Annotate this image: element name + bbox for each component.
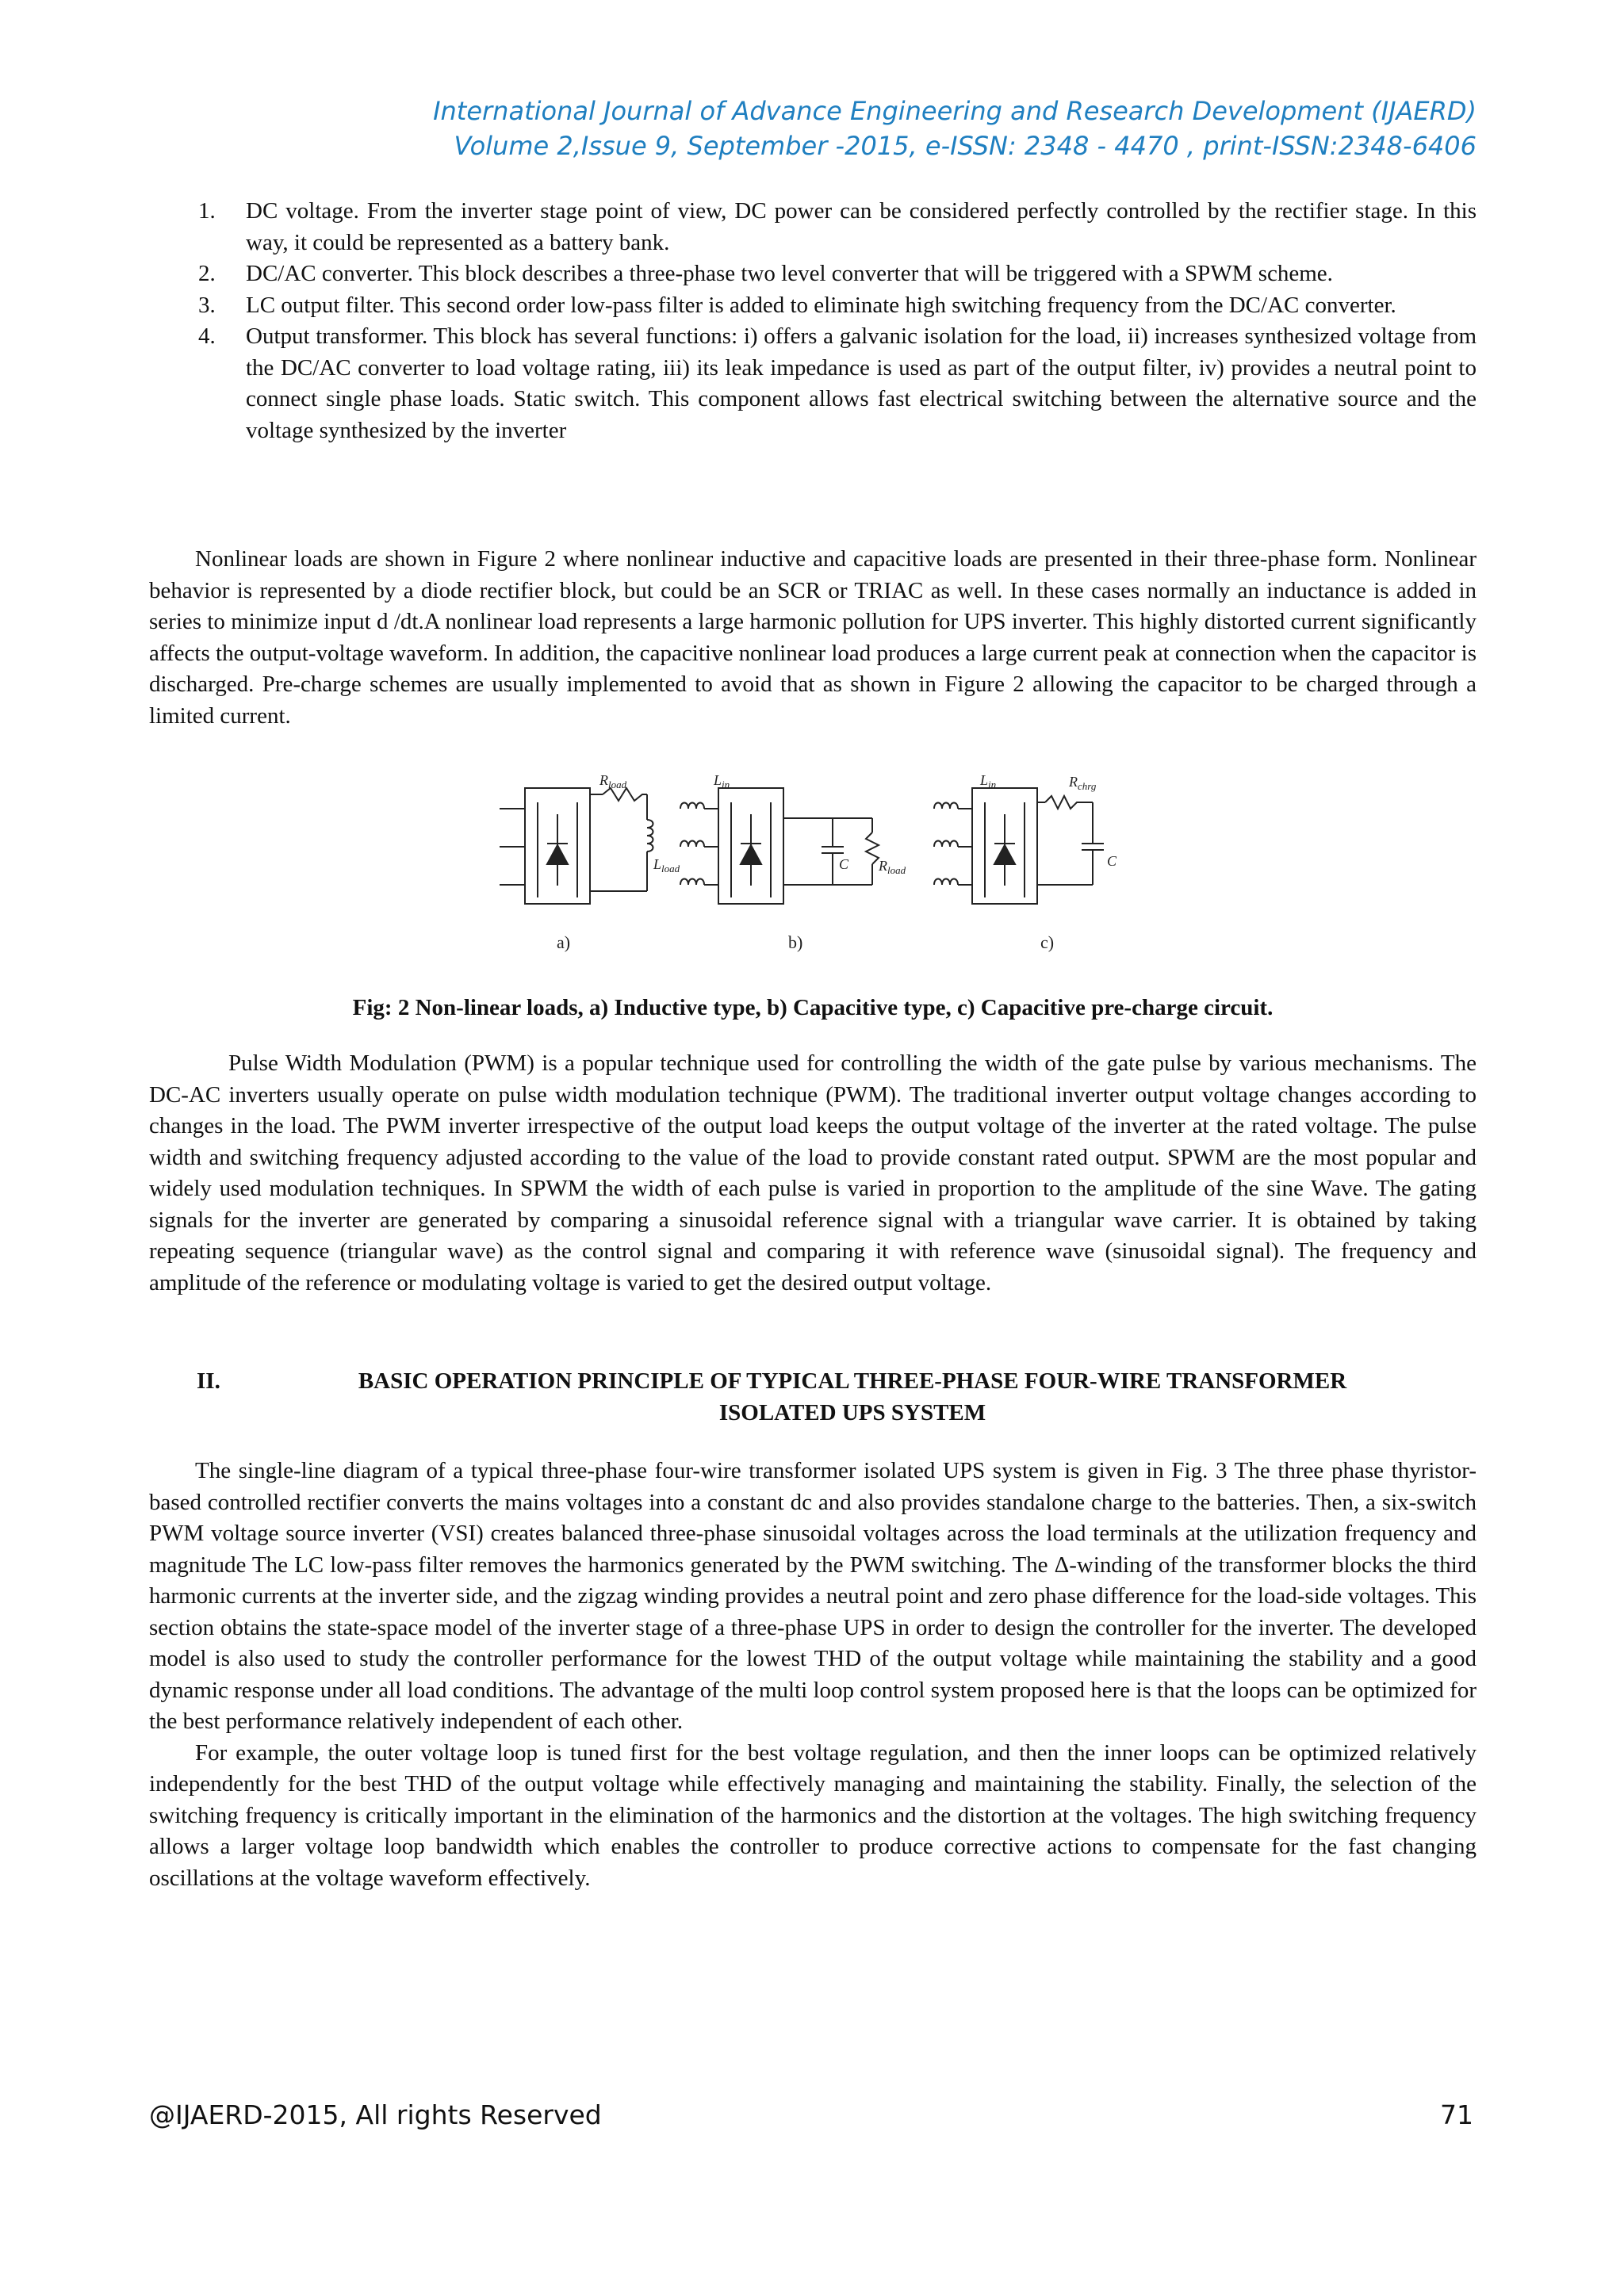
list-item-text: DC voltage. From the inverter stage point of view, DC power can be considered perfectly controlled by the rectifier stage. In this way, it could be represented as a battery bank. [246,198,1477,255]
label-lload-a: $L_{load}$ [653,856,680,874]
circuit-b-capacitive [680,788,879,904]
single-line-diagram-paragraph [149,1456,1477,1894]
paragraph-text: Pulse Width Modulation (PWM) is a popular technique used for controlling the width of the gate pulse by various mechanisms. The DC-AC inverters usually operate on pulse width modulation technique (PWM). The traditional inverter output voltage changes according to changes in the load. The PWM inverter irrespective of the output load keeps the output voltage of the inverter at the rated voltage. The pulse width and switching frequency adjusted according to the value of the load to provide constant rated output. SPWM are the most popular and widely used modulation techniques. In SPWM the width of each pulse is varied in proportion to the amplitude of the sine Wave. The gating signals for the inverter are generated by comparing a sinusoidal reference signal with a triangular wave carrier. It is obtained by taking repeating sequence (triangular wave) as the control signal and comparing it with reference wave (sinusoidal signal). The frequency and amplitude of the reference or modulating voltage is varied to get the desired output voltage. [149,1050,1477,1295]
figure-2-svg [484,771,1118,961]
label-rload-b: $R_{load}$ [879,858,906,876]
label-lin-b: $L_{in}$ [714,772,730,790]
label-rchrg-c: $R_{chrg}$ [1069,774,1097,792]
component-list [149,196,1477,446]
inductor-lload-a [647,820,653,851]
list-item [149,321,1477,446]
copyright-text: @IJAERD-2015, All rights Reserved [149,2099,602,2130]
list-item-text: LC output filter. This second order low-pass filter is added to eliminate high switching frequency from the DC/AC converter. [246,292,1396,318]
diode-b [741,845,761,864]
journal-volume-info: Volume 2,Issue 9, September -2015, e-ISSN: 2348 - 4470 , print-ISSN:2348-6406 [454,131,1477,161]
paragraph-text: For example, the outer voltage loop is tuned first for the best voltage regulation, and then the inner loops can be optimized relatively independently for the best THD of the output voltage while effectively managing and maintaining the stability. Finally, the selection of the switching frequency is critically important in the elimination of the harmonics and the distortion at the voltages. The high switching frequency allows a larger voltage loop bandwidth which enables the controller to produce corrective actions to compensate for the fast changing oscillations at the voltage waveform effectively. [149,1739,1477,1891]
section-title-line-1: BASIC OPERATION PRINCIPLE OF TYPICAL THREE-PHASE FOUR-WIRE TRANSFORMER [358,1368,1347,1394]
subfigure-label-b: b) [788,932,803,952]
journal-title: International Journal of Advance Engineering and Research Development (IJAERD) [433,96,1477,126]
list-item-number: 4. [198,323,216,349]
label-lin-c: $L_{in}$ [980,772,997,790]
label-cap-b: C [839,856,849,872]
label-cap-c: C [1107,853,1117,869]
paragraph-text: The single-line diagram of a typical three-phase four-wire transformer isolated UPS system is given in Fig. 3 The three phase thyristor-based controlled rectifier converts the mains voltages into a constant dc and also provides standalone charge to the batteries. Then, a six-switch PWM voltage source inverter (VSI) creates balanced three-phase sinusoidal voltages across the load terminals at the utilization frequency and magnitude The LC low-pass filter removes the harmonics generated by the PWM switching. The Δ-winding of the transformer blocks the third harmonic currents at the inverter side, and the zigzag winding provides a neutral point and zero phase difference for the load-side voltages. This section obtains the state-space model of the inverter stage of a three-phase UPS in order to design the controller for the inverter. The developed model is also used to study the controller performance for the lowest THD of the output voltage while maintaining the stability and a good dynamic response under all load conditions. The advantage of the multi loop control system proposed here is that the loops can be optimized for the best performance relatively independent of each other. [149,1458,1477,1734]
figure-2-circuits [484,771,1118,961]
subfigure-label-a: a) [557,932,571,952]
subfigure-label-c: c) [1040,932,1055,952]
list-item [149,258,1477,290]
nonlinear-loads-paragraph [149,544,1477,732]
circuit-a-inductive [500,788,653,904]
circuit-c-precharge [934,788,1104,904]
list-item-text: DC/AC converter. This block describes a three-phase two level converter that will be triggered with a SPWM scheme. [246,261,1333,286]
list-item-number: 3. [198,292,216,318]
page-footer [149,2099,1477,2130]
resistor-rchrg-c [1045,796,1093,809]
section-heading [149,1365,1477,1429]
list-item-number: 1. [198,198,216,224]
diode-c [994,845,1015,864]
section-title-line-2: ISOLATED UPS SYSTEM [718,1400,986,1425]
list-item-text: Output transformer. This block has several functions: i) offers a galvanic isolation for the load, ii) increases synthesized voltage from the DC/AC converter to load voltage rating, iii) its leak impedance is used as part of the output filter, iv) provides a neutral point to connect single phase loads. Static switch. This component allows fast electrical switching between the alternative source and the voltage synthesized by the inverter [246,323,1477,443]
section-number: II. [197,1368,220,1394]
label-rload-a: $R_{load}$ [599,772,627,790]
figure-caption: Fig: 2 Non-linear loads, a) Inductive type, b) Capacitive type, c) Capacitive pre-charge circuit. [352,995,1274,1020]
list-item [149,196,1477,258]
list-item [149,290,1477,322]
list-item-number: 2. [198,261,216,286]
pwm-paragraph [149,1048,1477,1299]
paragraph-text: Nonlinear loads are shown in Figure 2 where nonlinear inductive and capacitive loads are presented in their three-phase form. Nonlinear behavior is represented by a diode rectifier block, but could be an SCR or TRIAC as well. In these cases normally an inductance is added in series to minimize input d /dt.A nonlinear load represents a large harmonic pollution for UPS inverter. This highly distorted current significantly affects the output-voltage waveform. In addition, the capacitive nonlinear load produces a large current peak at connection when the capacitor is discharged. Pre-charge schemes are usually implemented to avoid that as shown in Figure 2 allowing the capacitor to be charged through a limited current. [149,546,1477,729]
diode-a [547,845,568,864]
page-number: 71 [1440,2099,1473,2130]
journal-header [149,94,1477,163]
resistor-rload-b [866,832,879,864]
